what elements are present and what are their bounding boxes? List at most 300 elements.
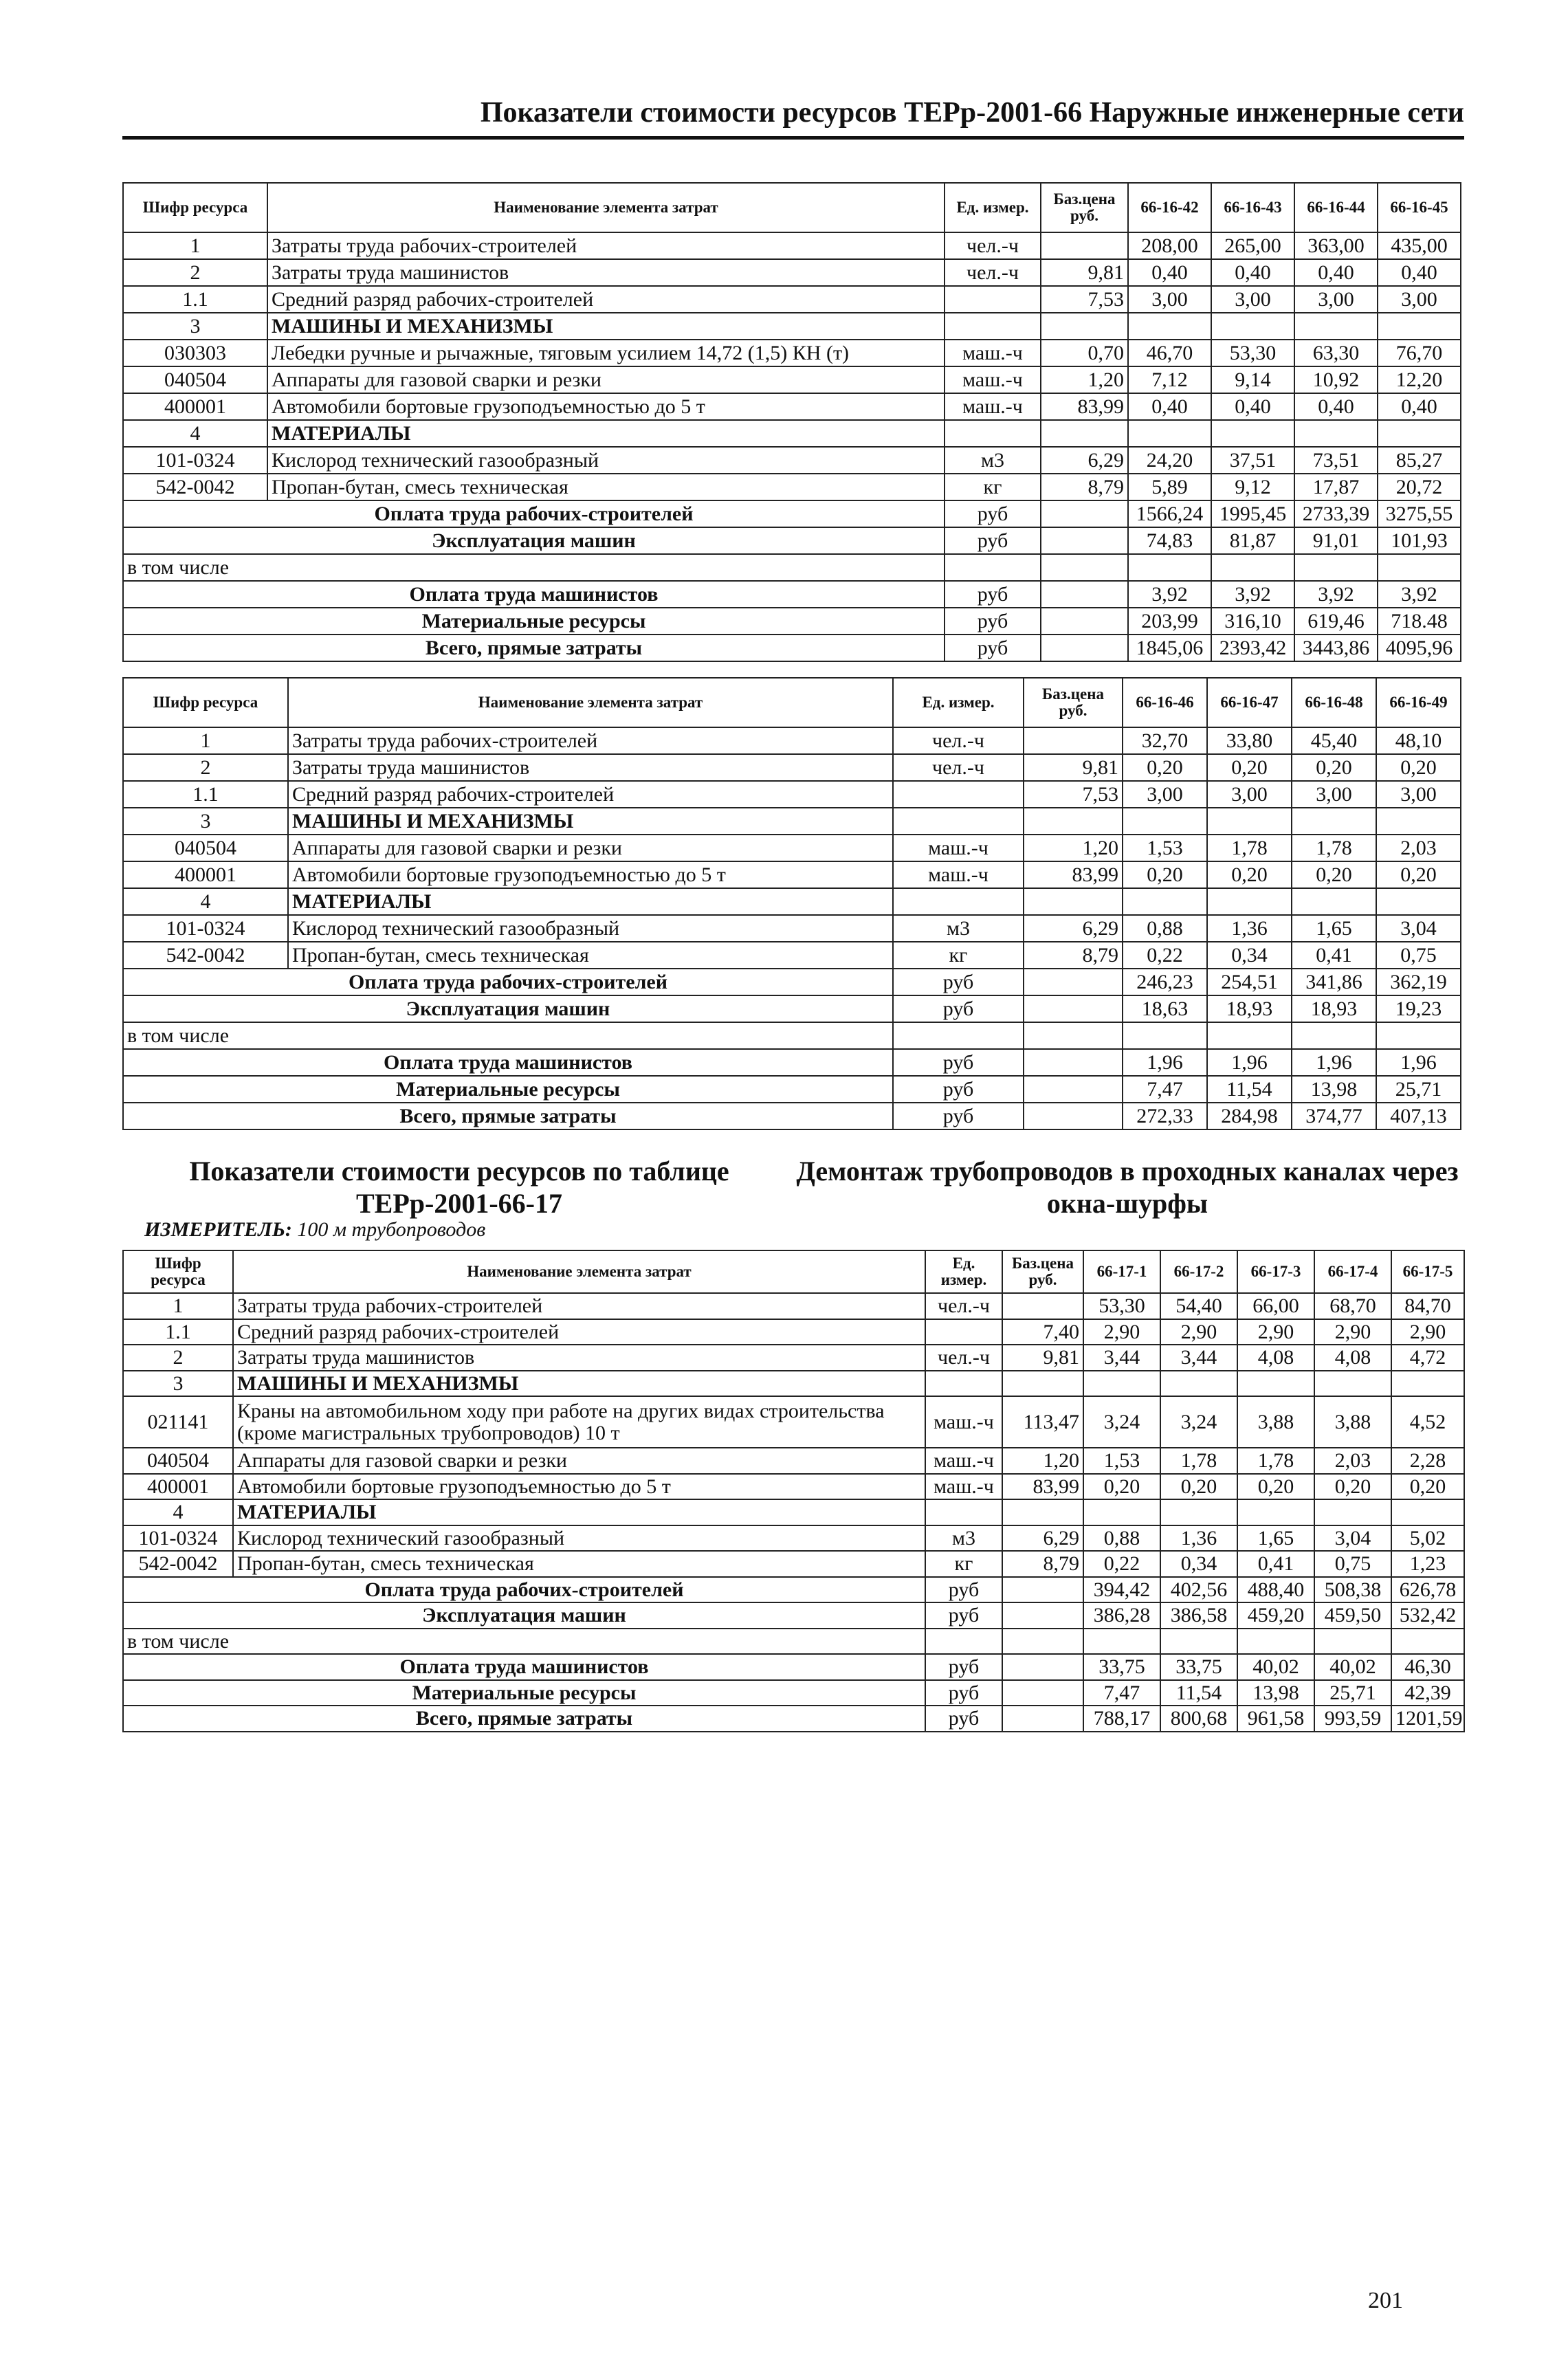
summary-unit: руб (945, 527, 1041, 554)
summary-value: 961,58 (1237, 1706, 1314, 1732)
unit-of-measure: маш.-ч (925, 1396, 1002, 1448)
resource-name: Лебедки ручные и рычажные, тяговым усилием 14,72 (1,5) КН (т) (267, 340, 945, 366)
summary-unit (893, 1022, 1024, 1049)
unit-of-measure: кг (893, 942, 1024, 969)
column-header: Баз.цена руб. (1024, 678, 1123, 727)
resource-value (1391, 1499, 1464, 1525)
summary-value: 2393,42 (1211, 635, 1294, 661)
summary-value: 3,92 (1128, 581, 1211, 608)
resource-value: 0,20 (1292, 754, 1376, 781)
resource-value: 435,00 (1378, 232, 1461, 259)
resource-value: 66,00 (1237, 1293, 1314, 1319)
resource-code: 040504 (123, 835, 288, 861)
resource-row (123, 1474, 1464, 1500)
summary-value: 488,40 (1237, 1577, 1314, 1603)
resource-row (123, 1293, 1464, 1319)
base-price: 83,99 (1002, 1474, 1083, 1500)
resource-row (123, 1499, 1464, 1525)
summary-value: 788,17 (1083, 1706, 1160, 1732)
resource-value (1123, 888, 1207, 915)
resource-value: 0,20 (1160, 1474, 1237, 1500)
summary-value: 81,87 (1211, 527, 1294, 554)
resource-value: 208,00 (1128, 232, 1211, 259)
summary-value: 46,30 (1391, 1654, 1464, 1680)
resource-value: 2,90 (1083, 1319, 1160, 1345)
summary-row (123, 635, 1461, 661)
unit-of-measure: маш.-ч (945, 393, 1041, 420)
summary-unit: руб (893, 995, 1024, 1022)
resource-value: 0,20 (1314, 1474, 1391, 1500)
summary-price (1024, 1103, 1123, 1129)
resource-row (123, 808, 1461, 835)
resource-name: Краны на автомобильном ходу при работе на других видах строительства (кроме магистральных трубопроводов) 10 т (233, 1396, 925, 1448)
column-header: Шифр ресурса (123, 1250, 233, 1293)
resource-value: 2,90 (1160, 1319, 1237, 1345)
resource-value: 0,40 (1128, 259, 1211, 286)
summary-price (1024, 1022, 1123, 1049)
resource-name: Кислород технический газообразный (233, 1525, 925, 1552)
resource-value: 0,20 (1376, 754, 1461, 781)
column-header: 66-16-42 (1128, 183, 1211, 232)
summary-value: 386,58 (1160, 1602, 1237, 1629)
column-header: Ед. измер. (945, 183, 1041, 232)
resource-value (1314, 1499, 1391, 1525)
summary-value: 4095,96 (1378, 635, 1461, 661)
base-price (1024, 888, 1123, 915)
summary-value: 374,77 (1292, 1103, 1376, 1129)
column-header: Наименование элемента затрат (267, 183, 945, 232)
resource-value: 3,44 (1160, 1345, 1237, 1371)
resource-name: Кислород технический газообразный (267, 447, 945, 474)
summary-value: 3,92 (1211, 581, 1294, 608)
base-price: 7,53 (1024, 781, 1123, 808)
summary-label: Оплата труда машинистов (123, 1654, 925, 1680)
summary-label: Материальные ресурсы (123, 608, 945, 635)
column-header: 66-17-4 (1314, 1250, 1391, 1293)
resource-row (123, 1396, 1464, 1448)
resource-value: 0,40 (1378, 393, 1461, 420)
unit-of-measure: чел.-ч (925, 1293, 1002, 1319)
resource-code: 101-0324 (123, 447, 267, 474)
summary-row (123, 969, 1461, 995)
resource-name: Затраты труда машинистов (288, 754, 893, 781)
table-header-row (123, 1250, 1464, 1293)
resource-value (1391, 1371, 1464, 1397)
column-header: Ед. измер. (893, 678, 1024, 727)
summary-value (1391, 1629, 1464, 1655)
resource-value: 2,03 (1314, 1448, 1391, 1474)
unit-of-measure: кг (925, 1551, 1002, 1577)
summary-value: 25,71 (1314, 1680, 1391, 1706)
resource-value: 3,44 (1083, 1345, 1160, 1371)
base-price: 1,20 (1041, 366, 1128, 393)
summary-value (1314, 1629, 1391, 1655)
resource-value: 265,00 (1211, 232, 1294, 259)
resource-value (1211, 420, 1294, 447)
resource-row (123, 420, 1461, 447)
resource-value: 0,20 (1376, 861, 1461, 888)
resource-value: 37,51 (1211, 447, 1294, 474)
section-17-subtitle: Демонтаж трубопроводов в проходных каналах через окна-шурфы (796, 1156, 1459, 1220)
summary-label: Оплата труда машинистов (123, 581, 945, 608)
summary-row (123, 1103, 1461, 1129)
resource-value (1237, 1499, 1314, 1525)
summary-unit: руб (893, 969, 1024, 995)
resource-name: Затраты труда рабочих-строителей (233, 1293, 925, 1319)
resource-code: 400001 (123, 393, 267, 420)
summary-value: 362,19 (1376, 969, 1461, 995)
resource-value: 0,22 (1083, 1551, 1160, 1577)
resource-value: 3,00 (1123, 781, 1207, 808)
resource-name: Затраты труда рабочих-строителей (267, 232, 945, 259)
summary-unit: руб (945, 608, 1041, 635)
resource-value: 73,51 (1294, 447, 1378, 474)
summary-value: 7,47 (1083, 1680, 1160, 1706)
base-price (1041, 232, 1128, 259)
resource-value: 20,72 (1378, 474, 1461, 500)
resource-code: 542-0042 (123, 942, 288, 969)
resource-value: 46,70 (1128, 340, 1211, 366)
resource-row (123, 727, 1461, 754)
resource-value: 3,04 (1376, 915, 1461, 942)
summary-price (1002, 1602, 1083, 1629)
unit-of-measure: чел.-ч (893, 754, 1024, 781)
resource-code: 542-0042 (123, 474, 267, 500)
resource-value: 0,20 (1123, 754, 1207, 781)
summary-value: 1,96 (1292, 1049, 1376, 1076)
resource-value: 0,41 (1292, 942, 1376, 969)
resource-row (123, 888, 1461, 915)
summary-value: 402,56 (1160, 1577, 1237, 1603)
summary-label: Оплата труда рабочих-строителей (123, 500, 945, 527)
resource-row (123, 313, 1461, 340)
summary-row (123, 1076, 1461, 1103)
resource-value (1083, 1371, 1160, 1397)
resource-row (123, 942, 1461, 969)
summary-value: 394,42 (1083, 1577, 1160, 1603)
resource-value (1123, 808, 1207, 835)
resource-name: Пропан-бутан, смесь техническая (288, 942, 893, 969)
summary-unit: руб (925, 1577, 1002, 1603)
resource-row (123, 340, 1461, 366)
column-header: 66-17-5 (1391, 1250, 1464, 1293)
summary-row (123, 1049, 1461, 1076)
base-price (1024, 808, 1123, 835)
summary-row (123, 581, 1461, 608)
resource-value: 2,90 (1391, 1319, 1464, 1345)
resource-code: 1.1 (123, 286, 267, 313)
resource-code: 4 (123, 888, 288, 915)
unit-of-measure: чел.-ч (925, 1345, 1002, 1371)
resource-code: 4 (123, 1499, 233, 1525)
base-price: 0,70 (1041, 340, 1128, 366)
unit-of-measure (925, 1319, 1002, 1345)
summary-price (1041, 635, 1128, 661)
page-header-title: Показатели стоимости ресурсов ТЕРр-2001-66 Наружные инженерные сети (480, 97, 1464, 129)
summary-value: 11,54 (1160, 1680, 1237, 1706)
unit-of-measure: маш.-ч (945, 366, 1041, 393)
base-price: 6,29 (1024, 915, 1123, 942)
resource-value: 5,02 (1391, 1525, 1464, 1552)
resource-value: 85,27 (1378, 447, 1461, 474)
resource-value: 1,78 (1207, 835, 1292, 861)
unit-of-measure (925, 1371, 1002, 1397)
base-price: 1,20 (1002, 1448, 1083, 1474)
resource-value: 0,40 (1211, 259, 1294, 286)
meter-label: ИЗМЕРИТЕЛЬ: (144, 1218, 292, 1241)
summary-value: 459,20 (1237, 1602, 1314, 1629)
unit-of-measure: чел.-ч (945, 232, 1041, 259)
resource-value (1160, 1371, 1237, 1397)
summary-price (1002, 1680, 1083, 1706)
resource-value: 1,36 (1160, 1525, 1237, 1552)
summary-value (1378, 554, 1461, 581)
summary-value: 33,75 (1083, 1654, 1160, 1680)
summary-unit: руб (893, 1076, 1024, 1103)
resource-value: 7,12 (1128, 366, 1211, 393)
summary-label: Всего, прямые затраты (123, 1706, 925, 1732)
resource-value (1294, 420, 1378, 447)
section-heading: МАШИНЫ И МЕХАНИЗМЫ (288, 808, 893, 835)
unit-of-measure: маш.-ч (925, 1474, 1002, 1500)
base-price: 113,47 (1002, 1396, 1083, 1448)
unit-of-measure: маш.-ч (925, 1448, 1002, 1474)
resource-name: Аппараты для газовой сварки и резки (267, 366, 945, 393)
resource-code: 030303 (123, 340, 267, 366)
summary-row (123, 554, 1461, 581)
resource-value: 3,00 (1207, 781, 1292, 808)
resource-code: 1 (123, 727, 288, 754)
resource-value: 53,30 (1083, 1293, 1160, 1319)
resource-value (1207, 808, 1292, 835)
resource-value (1207, 888, 1292, 915)
table-header-row (123, 678, 1461, 727)
resource-value: 0,20 (1292, 861, 1376, 888)
resource-value (1294, 313, 1378, 340)
resource-code: 040504 (123, 1448, 233, 1474)
summary-value: 254,51 (1207, 969, 1292, 995)
resource-value: 0,20 (1237, 1474, 1314, 1500)
resource-row (123, 1448, 1464, 1474)
summary-unit: руб (893, 1103, 1024, 1129)
summary-row (123, 500, 1461, 527)
resource-code: 021141 (123, 1396, 233, 1448)
summary-value: 1201,59 (1391, 1706, 1464, 1732)
base-price (1024, 727, 1123, 754)
resource-row (123, 781, 1461, 808)
unit-of-measure (945, 420, 1041, 447)
resource-value: 48,10 (1376, 727, 1461, 754)
summary-value: 3,92 (1378, 581, 1461, 608)
unit-of-measure: м3 (925, 1525, 1002, 1552)
summary-value: 3275,55 (1378, 500, 1461, 527)
summary-value (1160, 1629, 1237, 1655)
summary-value: 246,23 (1123, 969, 1207, 995)
unit-of-measure: м3 (945, 447, 1041, 474)
summary-row (123, 1706, 1464, 1732)
resource-value: 0,75 (1314, 1551, 1391, 1577)
summary-value (1237, 1629, 1314, 1655)
resource-row (123, 474, 1461, 500)
resource-value (1128, 420, 1211, 447)
summary-value: 91,01 (1294, 527, 1378, 554)
resource-value: 0,40 (1128, 393, 1211, 420)
summary-row (123, 608, 1461, 635)
resource-name: Затраты труда машинистов (267, 259, 945, 286)
unit-of-measure (945, 286, 1041, 313)
resource-value: 363,00 (1294, 232, 1378, 259)
resource-value: 0,22 (1123, 942, 1207, 969)
summary-price (1041, 581, 1128, 608)
summary-label: Оплата труда рабочих-строителей (123, 969, 893, 995)
resource-value: 2,03 (1376, 835, 1461, 861)
base-price: 8,79 (1041, 474, 1128, 500)
resource-name: Аппараты для газовой сварки и резки (288, 835, 893, 861)
resource-code: 2 (123, 754, 288, 781)
meter-value: 100 м трубопроводов (297, 1218, 486, 1241)
base-price: 9,81 (1002, 1345, 1083, 1371)
resource-row (123, 1525, 1464, 1552)
unit-of-measure: чел.-ч (945, 259, 1041, 286)
summary-price (1041, 500, 1128, 527)
resource-value (1083, 1499, 1160, 1525)
summary-unit: руб (925, 1654, 1002, 1680)
resource-table-66-16-46-49 (122, 677, 1461, 1130)
summary-value: 40,02 (1314, 1654, 1391, 1680)
summary-value: 1566,24 (1128, 500, 1211, 527)
summary-price (1002, 1577, 1083, 1603)
summary-value: 3443,86 (1294, 635, 1378, 661)
summary-value (1211, 554, 1294, 581)
resource-name: Пропан-бутан, смесь техническая (267, 474, 945, 500)
resource-value: 2,28 (1391, 1448, 1464, 1474)
resource-value: 0,40 (1378, 259, 1461, 286)
resource-value: 0,20 (1391, 1474, 1464, 1500)
resource-value: 1,78 (1292, 835, 1376, 861)
resource-row (123, 259, 1461, 286)
base-price: 9,81 (1024, 754, 1123, 781)
summary-value: 40,02 (1237, 1654, 1314, 1680)
summary-label: Материальные ресурсы (123, 1076, 893, 1103)
resource-name: Затраты труда машинистов (233, 1345, 925, 1371)
unit-of-measure (893, 888, 1024, 915)
resource-name: Средний разряд рабочих-строителей (267, 286, 945, 313)
summary-value: 407,13 (1376, 1103, 1461, 1129)
resource-value: 2,90 (1237, 1319, 1314, 1345)
resource-value: 1,78 (1237, 1448, 1314, 1474)
column-header: Наименование элемента затрат (288, 678, 893, 727)
column-header: 66-16-46 (1123, 678, 1207, 727)
summary-unit: руб (945, 500, 1041, 527)
resource-row (123, 1551, 1464, 1577)
unit-of-measure: чел.-ч (893, 727, 1024, 754)
base-price: 8,79 (1024, 942, 1123, 969)
column-header: 66-16-45 (1378, 183, 1461, 232)
summary-unit: руб (945, 581, 1041, 608)
summary-label: в том числе (123, 554, 945, 581)
resource-value: 0,40 (1294, 259, 1378, 286)
resource-value: 3,00 (1211, 286, 1294, 313)
summary-value: 316,10 (1211, 608, 1294, 635)
resource-code: 101-0324 (123, 1525, 233, 1552)
summary-unit: руб (925, 1602, 1002, 1629)
summary-value: 1995,45 (1211, 500, 1294, 527)
resource-row (123, 835, 1461, 861)
summary-value: 74,83 (1128, 527, 1211, 554)
summary-label: Эксплуатация машин (123, 995, 893, 1022)
resource-value: 3,00 (1292, 781, 1376, 808)
section-heading: МАТЕРИАЛЫ (267, 420, 945, 447)
resource-value: 0,88 (1083, 1525, 1160, 1552)
header-rule (122, 136, 1464, 140)
base-price (1041, 420, 1128, 447)
summary-value: 1,96 (1207, 1049, 1292, 1076)
base-price: 9,81 (1041, 259, 1128, 286)
summary-label: Оплата труда машинистов (123, 1049, 893, 1076)
column-header: Наименование элемента затрат (233, 1250, 925, 1293)
resource-value (1292, 808, 1376, 835)
column-header: Баз.цена руб. (1041, 183, 1128, 232)
section-heading: МАТЕРИАЛЫ (288, 888, 893, 915)
resource-value: 17,87 (1294, 474, 1378, 500)
resource-value: 0,20 (1207, 861, 1292, 888)
resource-value: 3,00 (1294, 286, 1378, 313)
unit-of-measure: маш.-ч (893, 861, 1024, 888)
summary-price (1002, 1654, 1083, 1680)
summary-value (1207, 1022, 1292, 1049)
summary-value: 13,98 (1237, 1680, 1314, 1706)
resource-value: 3,88 (1314, 1396, 1391, 1448)
page-number: 201 (1368, 2288, 1403, 2313)
resource-value (1237, 1371, 1314, 1397)
summary-label: в том числе (123, 1629, 925, 1655)
resource-value: 76,70 (1378, 340, 1461, 366)
column-header: 66-17-3 (1237, 1250, 1314, 1293)
resource-row (123, 915, 1461, 942)
resource-name: Автомобили бортовые грузоподъемностью до 5 т (233, 1474, 925, 1500)
resource-row (123, 1371, 1464, 1397)
resource-code: 1 (123, 1293, 233, 1319)
resource-value: 0,41 (1237, 1551, 1314, 1577)
resource-value: 1,65 (1237, 1525, 1314, 1552)
resource-value: 0,40 (1211, 393, 1294, 420)
summary-price (1002, 1629, 1083, 1655)
column-header: Шифр ресурса (123, 183, 267, 232)
summary-label: Эксплуатация машин (123, 1602, 925, 1629)
resource-value: 0,20 (1123, 861, 1207, 888)
summary-value: 1,96 (1376, 1049, 1461, 1076)
summary-price (1024, 995, 1123, 1022)
section-heading: МАШИНЫ И МЕХАНИЗМЫ (267, 313, 945, 340)
summary-unit (945, 554, 1041, 581)
resource-value: 10,92 (1294, 366, 1378, 393)
resource-value: 5,89 (1128, 474, 1211, 500)
summary-value: 386,28 (1083, 1602, 1160, 1629)
resource-value: 3,00 (1378, 286, 1461, 313)
base-price: 83,99 (1024, 861, 1123, 888)
base-price (1002, 1499, 1083, 1525)
summary-label: Эксплуатация машин (123, 527, 945, 554)
resource-value (1160, 1499, 1237, 1525)
resource-value: 3,24 (1083, 1396, 1160, 1448)
resource-row (123, 232, 1461, 259)
summary-value: 13,98 (1292, 1076, 1376, 1103)
unit-of-measure: м3 (893, 915, 1024, 942)
resource-value (1128, 313, 1211, 340)
summary-unit: руб (925, 1706, 1002, 1732)
summary-value: 18,93 (1207, 995, 1292, 1022)
resource-value: 0,20 (1207, 754, 1292, 781)
